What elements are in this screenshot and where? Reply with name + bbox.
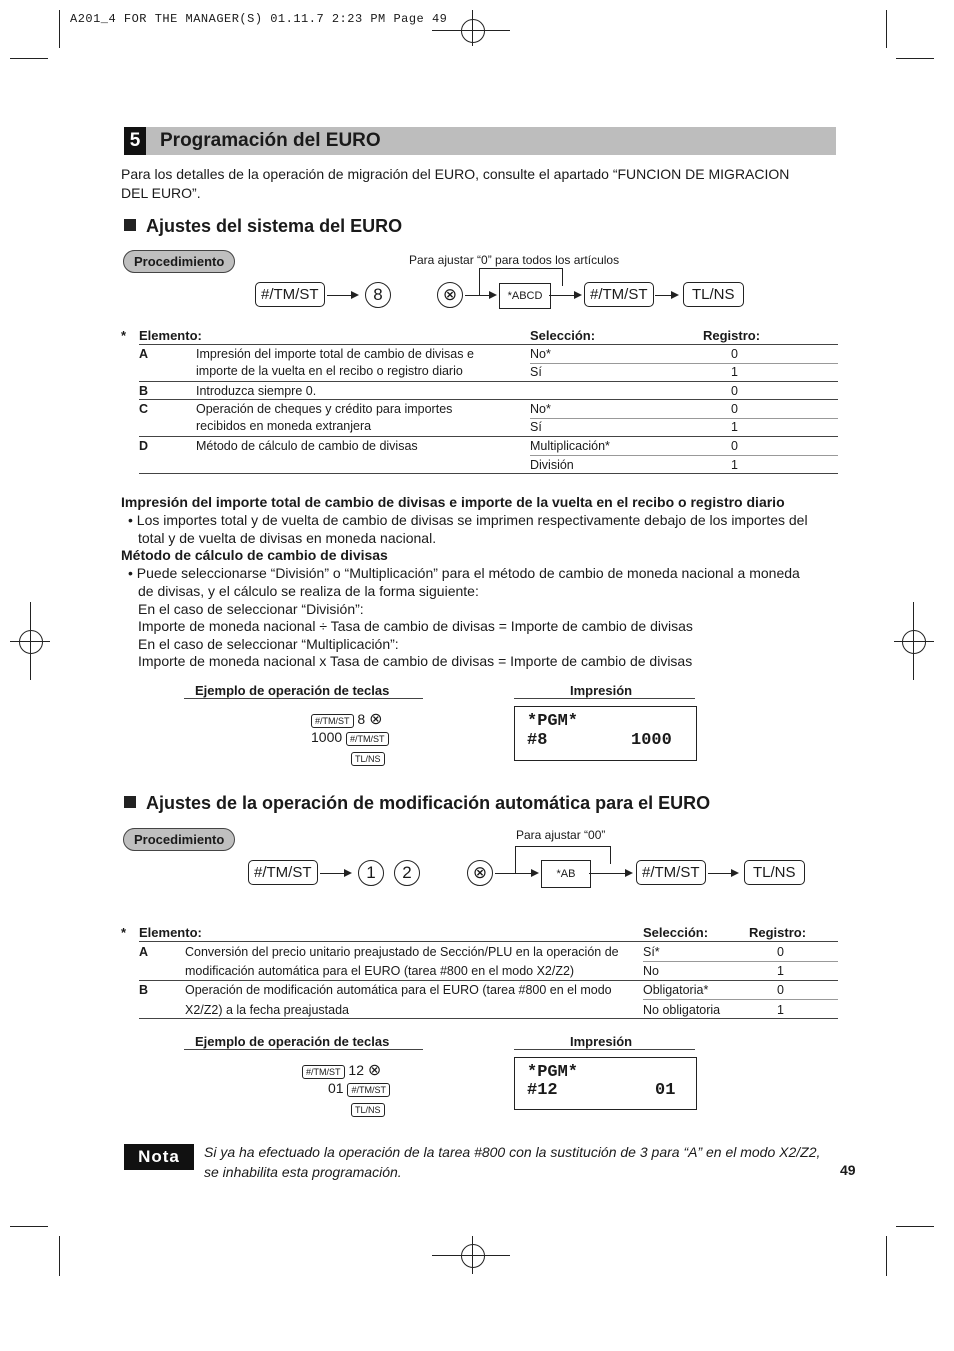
receipt-line: *PGM* — [527, 1063, 579, 1082]
intro-line-1: Para los detalles de la operación de migración del EURO, consulte el apartado “FUNCION DE MIGRACION — [121, 166, 790, 182]
receipt-line: #8 — [527, 731, 548, 750]
crop-mark — [59, 10, 60, 48]
explanation-text: En el caso de seleccionar “Multiplicación”: — [138, 636, 399, 652]
row-option: Sí — [530, 365, 542, 379]
example-key-row — [311, 709, 383, 729]
explanation-text: Importe de moneda nacional ÷ Tasa de cambio de divisas = Importe de cambio de divisas — [138, 618, 693, 634]
row-option: Sí* — [643, 945, 660, 959]
key-tm-st: #/TM/ST — [248, 860, 318, 885]
explanation-text: En el caso de seleccionar “División”: — [138, 601, 364, 617]
table-header-element: Elemento: — [139, 925, 202, 940]
crop-mark — [896, 58, 934, 59]
row-letter: A — [139, 945, 149, 959]
registration-mark — [461, 19, 485, 43]
row-desc: importe de la vuelta en el recibo o registro diario — [196, 364, 463, 378]
crop-mark — [10, 1226, 48, 1227]
receipt-print — [514, 1057, 697, 1110]
row-letter: C — [139, 402, 149, 416]
intro-line-2: DEL EURO”. — [121, 185, 201, 201]
row-option: División — [530, 458, 574, 472]
multiply-key-icon: ⊗ — [467, 860, 493, 886]
code-box-abcd: *ABCD — [499, 283, 551, 309]
row-value: 0 — [731, 347, 738, 361]
row-value: 0 — [777, 945, 784, 959]
key-tm-st: #/TM/ST — [255, 282, 325, 307]
registration-mark — [461, 1244, 485, 1268]
row-option: Multiplicación* — [530, 439, 610, 453]
subsection-title-2 — [124, 793, 710, 814]
crop-mark — [886, 10, 887, 48]
row-option: Obligatoria* — [643, 983, 709, 997]
row-letter: A — [139, 347, 149, 361]
row-option: No* — [530, 402, 551, 416]
key-tl-ns: TL/NS — [683, 282, 744, 307]
square-bullet-icon — [124, 796, 136, 808]
row-letter: D — [139, 439, 149, 453]
explanation-text: de divisas, y el cálculo se realiza de la forma siguiente: — [138, 583, 479, 599]
table-header-selection: Selección: — [643, 925, 709, 940]
receipt-line: *PGM* — [527, 712, 579, 731]
example-keys-title: Ejemplo de operación de teclas — [195, 683, 390, 698]
key-tm-st: #/TM/ST — [584, 282, 654, 307]
example-key-row — [351, 1100, 385, 1117]
row-desc: X2/Z2) a la fecha preajustada — [185, 1003, 349, 1017]
example-key-row — [311, 729, 389, 746]
example-key-row — [302, 1060, 381, 1080]
row-desc: Conversión del precio unitario preajustado de Sección/PLU en la operación de — [185, 945, 619, 959]
explanation-heading: Impresión del importe total de cambio de divisas e importe de la vuelta en el recibo o registro diario — [121, 494, 785, 510]
square-bullet-icon — [124, 219, 136, 231]
key-tm-st: #/TM/ST — [347, 1083, 390, 1097]
explanation-text: Importe de moneda nacional x Tasa de cambio de divisas = Importe de cambio de divisas — [138, 653, 693, 669]
crop-mark — [886, 1236, 887, 1276]
row-desc: Operación de cheques y crédito para importes — [196, 402, 453, 416]
explanation-text: • Los importes total y de vuelta de cambio de divisas se imprimen respectivamente debajo de los importes del — [128, 512, 808, 528]
row-option: No — [643, 964, 659, 978]
crop-mark — [10, 58, 48, 59]
row-desc: Impresión del importe total de cambio de divisas e — [196, 347, 474, 361]
registration-mark — [902, 630, 926, 654]
key-8: 8 — [365, 282, 391, 308]
crop-mark — [896, 1226, 934, 1227]
row-letter: B — [139, 983, 149, 997]
explanation-text: total y de vuelta de divisas en moneda nacional. — [138, 530, 437, 546]
receipt-line: 01 — [655, 1081, 676, 1100]
row-value: 0 — [731, 384, 738, 398]
row-letter: B — [139, 384, 149, 398]
section-title: Programación del EURO — [160, 130, 381, 151]
example-print-title: Impresión — [570, 1034, 633, 1049]
table-star: * — [121, 925, 127, 940]
row-value: 1 — [731, 458, 738, 472]
example-keys-title: Ejemplo de operación de teclas — [195, 1034, 390, 1049]
row-desc: Método de cálculo de cambio de divisas — [196, 439, 418, 453]
page-number: 49 — [840, 1162, 856, 1178]
procedure-label: Procedimiento — [123, 828, 235, 851]
receipt-print — [514, 706, 697, 761]
example-print-title: Impresión — [570, 683, 633, 698]
nota-text: se inhabilita esta programación. — [204, 1164, 402, 1180]
row-option: Sí — [530, 420, 542, 434]
procedure-label: Procedimiento — [123, 250, 235, 273]
multiply-key-icon: ⊗ — [369, 711, 383, 728]
subsection-title-1 — [124, 216, 402, 237]
example-number: 1000 — [311, 729, 343, 745]
table-header-record: Registro: — [703, 328, 761, 343]
key-2: 2 — [394, 860, 420, 886]
example-key-row — [328, 1080, 390, 1097]
crop-mark — [59, 1236, 60, 1276]
print-header: A201_4 FOR THE MANAGER(S) 01.11.7 2:23 PM Page 49 — [70, 12, 448, 26]
nota-label: Nota — [124, 1144, 194, 1170]
example-number: 12 — [348, 1062, 364, 1078]
row-desc: Operación de modificación automática para el EURO (tarea #800 en el modo — [185, 983, 612, 997]
receipt-line: #12 — [527, 1081, 558, 1100]
subsection-title-text: Ajustes de la operación de modificación automática para el EURO — [146, 793, 711, 813]
key-1: 1 — [358, 860, 384, 886]
section-number: 5 — [124, 127, 146, 155]
key-tl-ns: TL/NS — [744, 860, 805, 885]
key-tl-ns: TL/NS — [351, 752, 385, 766]
row-value: 1 — [777, 964, 784, 978]
explanation-heading: Método de cálculo de cambio de divisas — [121, 547, 388, 563]
bypass-note: Para ajustar “0” para todos los artículos — [409, 253, 620, 267]
row-desc: recibidos en moneda extranjera — [196, 419, 372, 433]
explanation-text: • Puede seleccionarse “División” o “Multiplicación” para el método de cambio de moneda nacional a moneda — [128, 565, 800, 581]
key-tm-st: #/TM/ST — [636, 860, 706, 885]
table-header-record: Registro: — [749, 925, 807, 940]
row-value: 1 — [731, 420, 738, 434]
multiply-key-icon: ⊗ — [367, 1062, 382, 1079]
row-option: No obligatoria — [643, 1003, 721, 1017]
row-value: 0 — [731, 402, 738, 416]
multiply-key-icon: ⊗ — [437, 282, 463, 308]
table-header-element: Elemento: — [139, 328, 202, 343]
row-desc: modificación automática para el EURO (tarea #800 en el modo X2/Z2) — [185, 964, 575, 978]
example-key-row — [351, 749, 385, 766]
row-value: 0 — [731, 439, 738, 453]
code-box-ab: *AB — [541, 860, 591, 888]
table-star: * — [121, 328, 127, 343]
row-value: 1 — [731, 365, 738, 379]
row-desc: Introduzca siempre 0. — [196, 384, 317, 398]
receipt-line: 1000 — [631, 731, 672, 750]
row-option: No* — [530, 347, 551, 361]
example-number: 01 — [328, 1080, 344, 1096]
key-tm-st: #/TM/ST — [302, 1065, 345, 1079]
nota-text: Si ya ha efectuado la operación de la tarea #800 con la sustitución de 3 para “A” en el modo X2/Z2, — [204, 1144, 821, 1160]
row-value: 1 — [777, 1003, 784, 1017]
row-value: 0 — [777, 983, 784, 997]
subsection-title-text: Ajustes del sistema del EURO — [146, 216, 403, 236]
key-tm-st: #/TM/ST — [311, 714, 354, 728]
key-tl-ns: TL/NS — [351, 1103, 385, 1117]
key-tm-st: #/TM/ST — [346, 732, 389, 746]
table-header-selection: Selección: — [530, 328, 596, 343]
registration-mark — [19, 630, 43, 654]
example-number: 8 — [357, 711, 366, 727]
bypass-note: Para ajustar “00” — [516, 828, 606, 842]
